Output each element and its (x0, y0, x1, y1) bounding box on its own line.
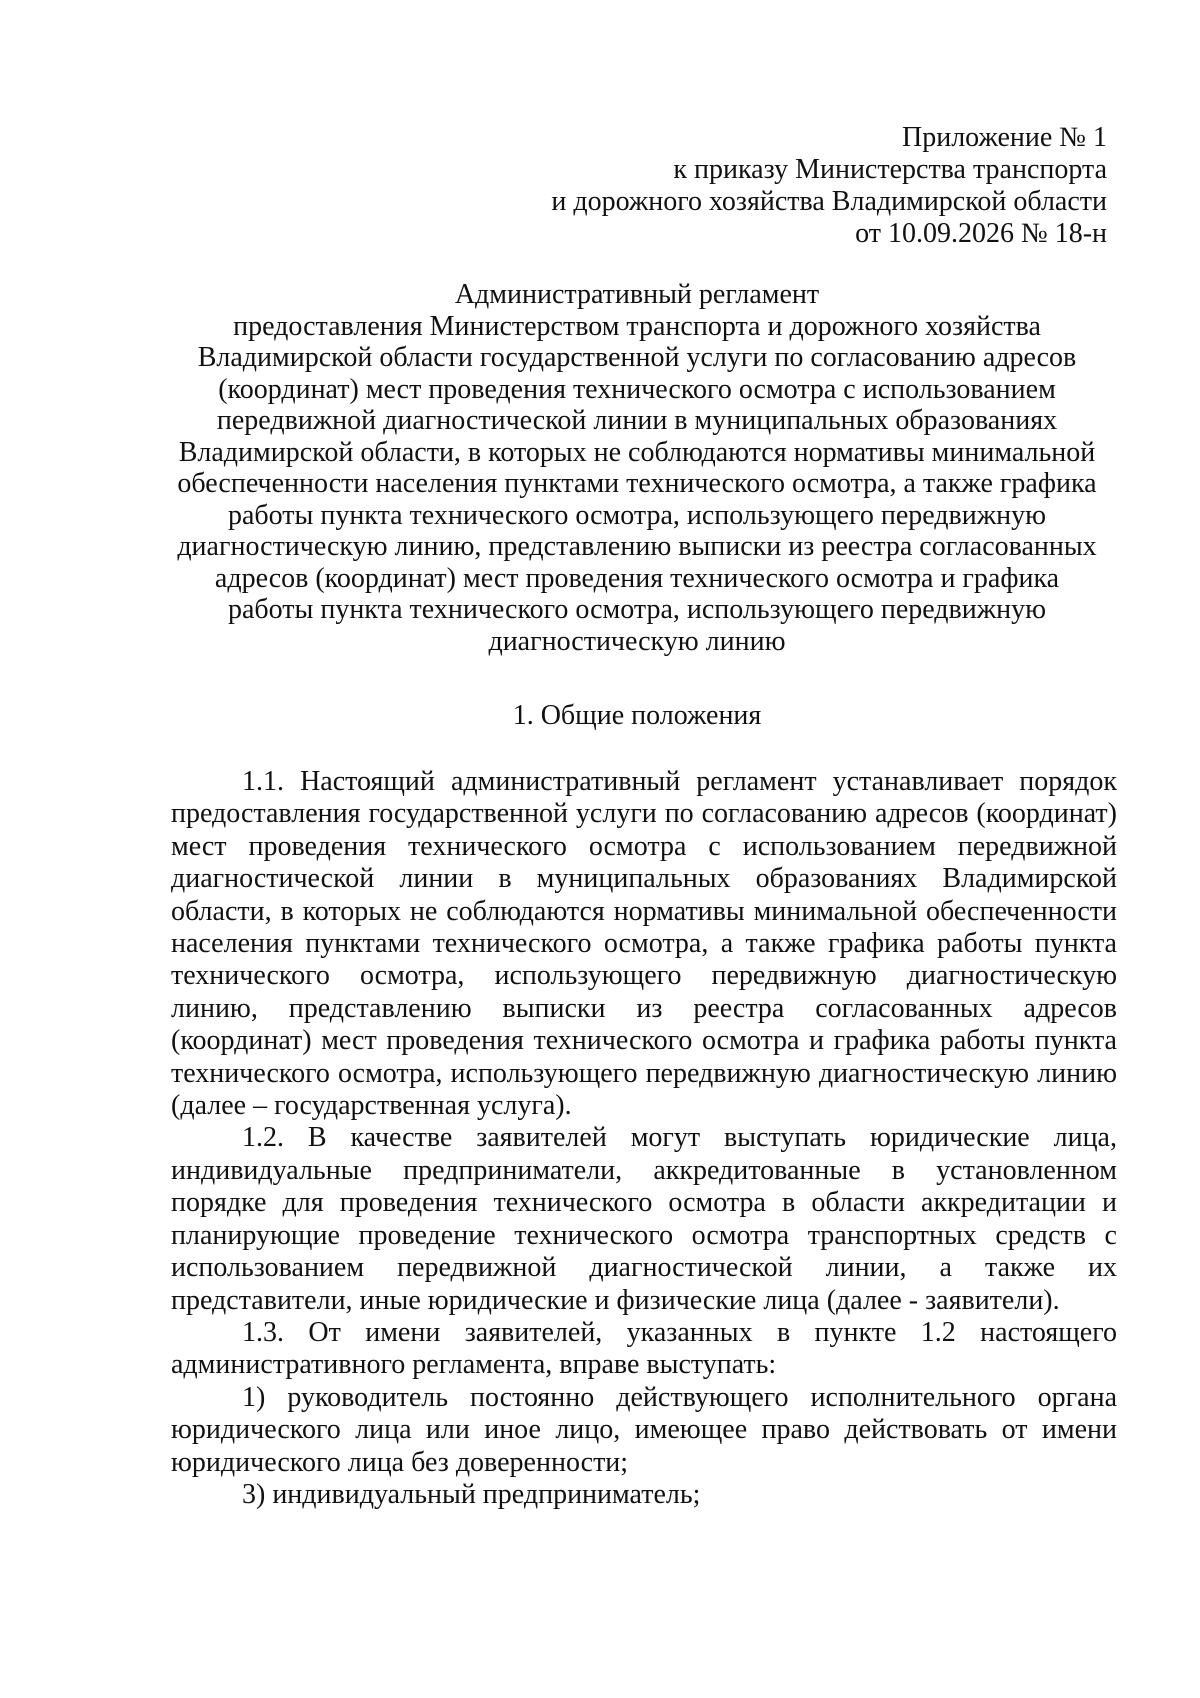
appendix-number: Приложение № 1 (902, 122, 1107, 153)
title-line: адресов (координат) мест проведения технического осмотра и графика (214, 562, 1060, 594)
document-title (158, 279, 1116, 657)
title-line: работы пункта технического осмотра, использующего передвижную (227, 499, 1046, 531)
title-line: передвижной диагностической линии в муниципальных образованиях (216, 405, 1058, 436)
section-heading: 1. Общие положения (512, 700, 762, 731)
paragraph-1-3: 1.3. От имени заявителей, указанных в пункте 1.2 настоящего административного регламента, вправе выступать: (171, 1316, 1117, 1381)
list-item-3: 3) индивидуальный предприниматель; (242, 1478, 701, 1510)
paragraph-1-2: 1.2. В качестве заявителей могут выступать юридические лица, индивидуальные предприниматели, аккредитованные в установленном порядке для проведения технического осмотра в области аккредитации и планирующие проведение технического осмотра транспортных средств с использованием передвижной диагностической линии, а также их представители, иные юридические и физические лица (далее - заявители). (171, 1122, 1117, 1316)
paragraph-1-1: 1.1. Настоящий административный регламент устанавливает порядок предоставления государственной услуги по согласованию адресов (координат) мест проведения технического осмотра с использованием передвижной диагностической линии в муниципальных образованиях Владимирской области, в которых не соблюдаются нормативы минимальной обеспеченности населения пунктами технического осмотра, а также графика работы пункта технического осмотра, использующего передвижную диагностическую линию, представлению выписки из реестра согласованных адресов (координат) мест проведения технического осмотра и графика работы пункта технического осмотра, использующего передвижную диагностическую линию (далее – государственная услуга). (171, 766, 1117, 1122)
appendix-order-ref: к приказу Министерства транспорта (673, 154, 1107, 185)
document-body (171, 766, 1117, 1511)
title-line: Владимирской области, в которых не соблюдаются нормативы минимальной (178, 436, 1096, 468)
title-line: работы пункта технического осмотра, использующего передвижную (227, 594, 1046, 625)
title-line: предоставления Министерством транспорта и дорожного хозяйства (233, 310, 1041, 342)
list-item-1: 1) руководитель постоянно действующего исполнительного органа юридического лица или иное лицо, имеющее право действовать от имени юридического лица без доверенности; (171, 1381, 1117, 1478)
title-line: (координат) мест проведения технического осмотра с использованием (218, 373, 1056, 405)
appendix-date: от 10.09.2026 № 18-н (855, 218, 1107, 249)
appendix-ministry: и дорожного хозяйства Владимирской области (551, 186, 1107, 217)
title-line: диагностическую линию, представлению выписки из реестра согласованных (177, 531, 1097, 562)
title-line: Административный регламент (454, 279, 820, 310)
title-line: обеспеченности населения пунктами технического осмотра, а также графика (177, 468, 1097, 499)
title-line: диагностическую линию (488, 625, 786, 657)
appendix-header (551, 122, 1107, 250)
title-line: Владимирской области государственной услуги по согласованию адресов (197, 342, 1077, 373)
